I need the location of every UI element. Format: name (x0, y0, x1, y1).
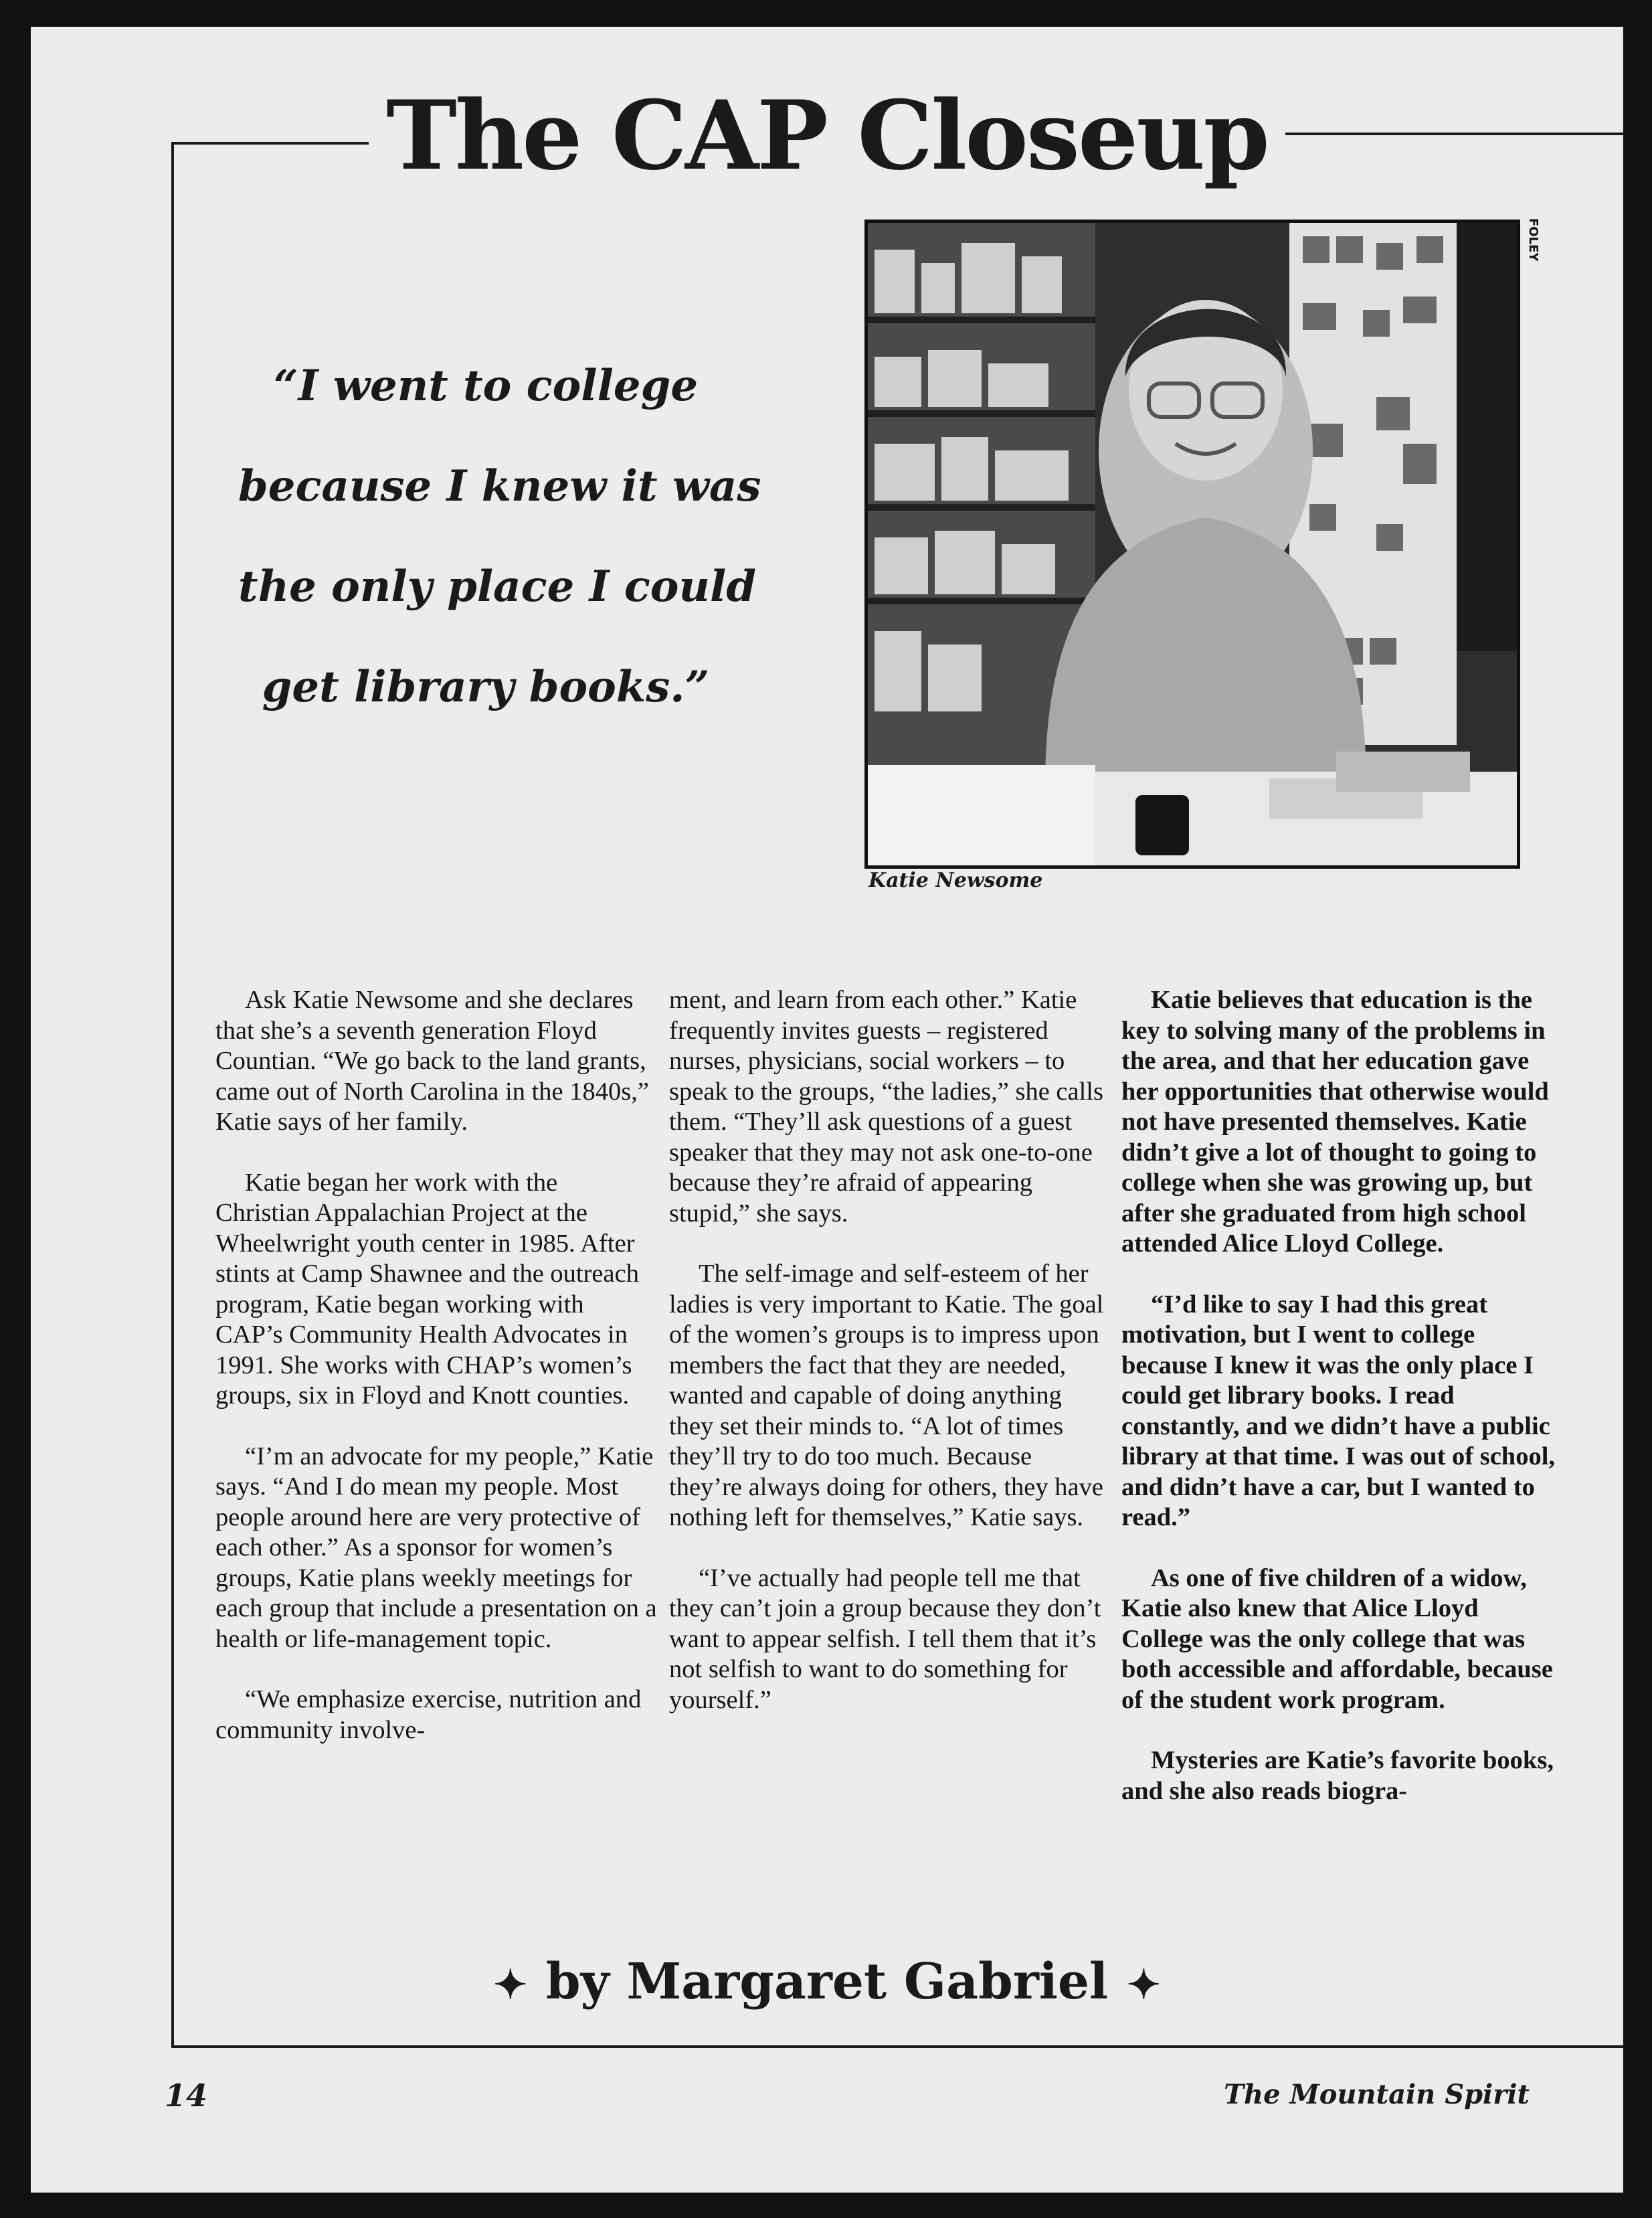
byline-author: by Margaret Gabriel (545, 1953, 1109, 2011)
pull-quote-line: “I went to college (273, 361, 699, 411)
article-paragraph: Katie believes that education is the key to solving many of the problems in the area, and that her education gave her opportunities that otherwise would not have presented themselves. Katie didn’t give a lot of thought to going to college when she was growing up, but after she graduated from high school attended Alice Lloyd College. (1121, 986, 1549, 1258)
pull-quote-line: get library books.” (262, 662, 710, 712)
page-number: 14 (165, 2077, 208, 2114)
photo-credit: FOLEY (1526, 218, 1540, 262)
magazine-name: The Mountain Spirit (1224, 2079, 1530, 2110)
magazine-page (31, 27, 1623, 2193)
article-paragraph: ment, and learn from each other.” Katie frequently invites guests – registered nurses, physicians, social workers – to speak to the groups, “the ladies,” she calls them. “They’ll ask questions of a guest speaker that they may not ask one-to-one because they’re afraid of appearing stupid,” she says. (669, 986, 1103, 1227)
byline (31, 1953, 1623, 2011)
page-title: The CAP Closeup (31, 88, 1623, 183)
article-paragraph: The self-image and self-esteem of her ladies is very important to Katie. The goal of the women’s groups is to impress upon members the fact that they are needed, wanted and capable of doing anything they set their minds to. “A lot of times they’ll try to do too much. Because they’re always doing for others, they have nothing left for themselves,” Katie says. (669, 1260, 1104, 1531)
photo-caption: Katie Newsome (868, 869, 1043, 892)
article-paragraph: “I’ve actually had people tell me that they can’t join a group because they don’t want to appear selfish. I tell them that it’s not selfish to want to do something for yourself.” (669, 1563, 1101, 1714)
frame-left-rule (171, 142, 174, 2048)
article-column-1 (215, 985, 657, 1745)
frame-bottom-rule (171, 2045, 1623, 2048)
article-paragraph: Katie began her work with the Christian Appalachian Project at the Wheelwright youth center in 1985. After stints at Camp Shawnee and the outreach program, Katie began working with CAP’s Community Health Advocates in 1991. She works with CHAP’s women’s groups, six in Floyd and Knott counties. (215, 1168, 639, 1410)
article-paragraph: “I’d like to say I had this great motivation, but I went to college because I knew it was the only place I could get library books. I read constantly, and we didn’t have a public library at that time. I was out of school, and didn’t have a car, but I wanted to read.” (1121, 1290, 1556, 1531)
article-column-3 (1121, 985, 1563, 1806)
star-ornament-icon: ✦ (493, 1962, 527, 2009)
pull-quote (238, 336, 761, 738)
pull-quote-line: because I knew it was (238, 461, 761, 511)
pull-quote-line: the only place I could (238, 562, 757, 612)
article-paragraph: As one of five children of a widow, Katie also knew that Alice Lloyd College was the only college that was both accessible and affordable, because of the student work program. (1121, 1563, 1553, 1714)
article-paragraph: Ask Katie Newsome and she declares that she’s a seventh generation Floyd Countian. “We go back to the land grants, came out of North Carolina in the 1840s,” Katie says of her family. (215, 986, 649, 1136)
article-column-2 (669, 985, 1111, 1715)
article-paragraph: Mysteries are Katie’s favorite books, and she also reads biogra- (1121, 1746, 1554, 1805)
article-paragraph: “We emphasize exercise, nutrition and community involve- (215, 1685, 642, 1744)
portrait-photo (864, 220, 1520, 869)
star-ornament-icon: ✦ (1127, 1962, 1161, 2009)
portrait-photo-illustration (868, 223, 1517, 865)
article-paragraph: “I’m an advocate for my people,” Katie says. “And I do mean my people. Most people around here are very protective of each other.” As a sponsor for women’s groups, Katie plans weekly meetings for each group that include a presentation on a health or life-management topic. (215, 1442, 657, 1653)
